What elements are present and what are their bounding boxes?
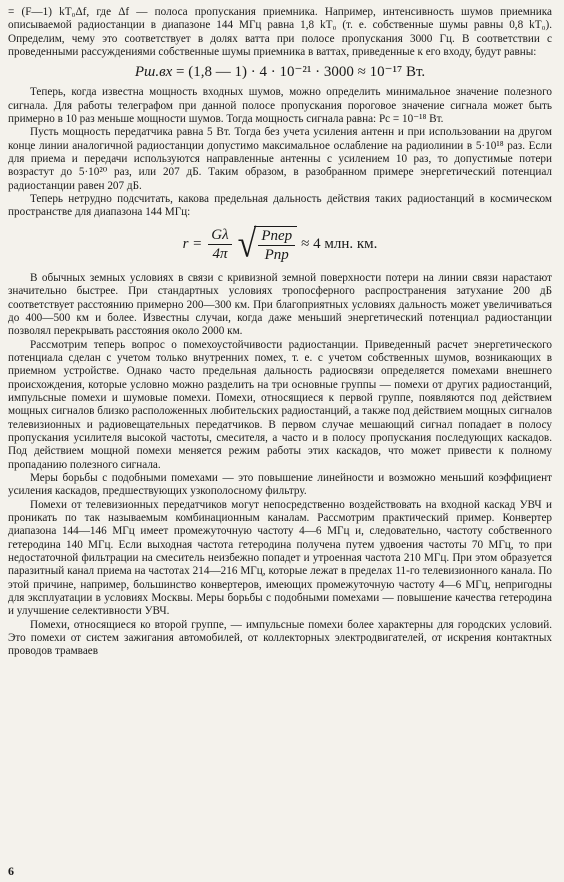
fraction-denominator: 4π (212, 246, 228, 263)
paragraph-range-calc: Теперь нетрудно подсчитать, какова предельная дальность действия таких радиостанций в космическом пространстве для диапазона 144 МГц: (8, 193, 552, 219)
radical-sign: √ (237, 222, 257, 266)
formula-rhs: = (1,8 — 1) · 4 · 10⁻²¹ · 3000 ≈ 10⁻¹⁷ Вт. (176, 64, 426, 81)
paragraph-impulse-noise: Помехи, относящиеся ко второй группе, — импульсные помехи более характерны для городских условий. Это помехи от систем зажигания автомобилей, от коллекторных электродвигателей, от искрения контактных проводов трамваев (8, 618, 552, 658)
paragraph-min-signal: Теперь, когда известна мощность входных шумов, можно определить минимальное значение полезного сигнала. Для работы телеграфом при данной полосе пропускания пороговое значение сигнала может быть примерно в 10 раз меньше мощности шумов. Тогда мощность сигнала равна: Pс = 10⁻¹⁸ Вт. (8, 86, 552, 126)
formula-range (8, 222, 552, 266)
paragraph-tv-interference: Помехи от телевизионных передатчиков могут непосредственно воздействовать на входной каскад УВЧ и проникать по так называемым комбинационным каналам. Рассмотрим практический пример. Конвертер диапазона 144—146 МГц имеет промежуточную частоту 4—6 МГц и, следовательно, частоту собственного гетеродина 140 МГц. Если выходная частота гетеродина получена путем удвоения частоты 70 МГц, то при недостаточной фильтрации на смеситель неизбежно попадет и утроенная частота 210 МГц. При этом образуется паразитный канал приема на частотах 214—216 МГц, которые лежат в пределах 11-го телевизионного канала. По этой причине, например, большинство конвертеров, имеющих промежуточную частоту 4—6 МГц, непригодны для эксплуатации в условиях Москвы. Меры борьбы с подобными помехами — повышение качества гетеродина и улучшение селективности УВЧ. (8, 498, 552, 618)
square-root (237, 222, 298, 266)
power-numerator: Pпер (258, 227, 295, 246)
paragraph-noise-intro: = (F—1) kT₀Δf, где Δf — полоса пропускания приемника. Например, интенсивность шумов приемника описываемой радиостанции в диапазоне 144 МГц равна 1,8 kT₀ (т. е. собственные шумы равны 0,8 kT₀). Определим, чему это соответствует в долях ватта при полосе пропускания 3000 Гц. В соответствии с проведенными рассуждениями собственные шумы приемника в ваттах, приведенные к его входу, будут равны: (8, 6, 552, 59)
paragraph-countermeasures: Меры борьбы с подобными помехами — это повышение линейности и возможно меньший коэффициент усиления каскадов, предшествующих узкополосному фильтру. (8, 471, 552, 498)
formula-range-lhs: r = (182, 236, 203, 253)
paragraph-terrestrial: В обычных земных условиях в связи с кривизной земной поверхности потери на линии связи нарастают значительно быстрее. При стандартных условиях тропосферного распространения затухание 200 дБ соответствует расстоянию примерно 200—300 км. При благоприятных условиях дальность может увеличиваться до 400—500 км и более. Известны случаи, когда даже меньший энергетический потенциал радиостанции позволял перекрывать расстояния около 2000 км. (8, 271, 552, 338)
power-denominator: Pпр (264, 246, 289, 263)
paragraph-transmitter-power: Пусть мощность передатчика равна 5 Вт. Тогда без учета усиления антенн и при использовании на другом конце линии аналогичной радиостанции допустимо максимальное ослабление на радиолинии в 5·10¹⁸ раз. Если для приема и передачи используются направленные антенны с усилением 10 раз, то допустимые потери возрастут до 5·10²⁰ раз, или 207 дБ. Таким образом, в разобранном примере энергетический потенциал радиостанции равен 207 дБ. (8, 126, 552, 192)
formula-input-noise (8, 62, 552, 82)
formula-range-rhs: ≈ 4 млн. км. (301, 236, 378, 253)
fraction-power-ratio (258, 227, 295, 264)
fraction-numerator: Gλ (208, 226, 231, 245)
formula-lhs: Pш.вх (134, 64, 173, 81)
fraction-g-lambda (208, 226, 231, 263)
page-number: 6 (8, 863, 14, 878)
paragraph-interference: Рассмотрим теперь вопрос о помехоустойчивости радиостанции. Приведенный расчет энергетического потенциала сделан с учетом только внутренних помех, т. е. с учетом собственных шумов, возникающих в приемном устройстве. Однако часто предельная дальность радиосвязи определяется помехами внешнего происхождения, которые условно можно разделить на три основные группы — помехи от других радиостанций, импульсные помехи и шумовые помехи. Помехи, относящиеся к первой группе, появляются под действием мощных сигналов близко расположенных любительских радиостанций, а также под действием мощных сигналов телевизионных и радиовещательных передатчиков. В первом случае мешающий сигнал попадает в полосу пропускания усилителя высокой частоты, смесителя, а часто и в полосу пропускания последующих каскадов. Под действием мощной помехи меняется режим работы этих каскадов, что может привести к полному пропаданию полезного сигнала. (8, 338, 552, 471)
